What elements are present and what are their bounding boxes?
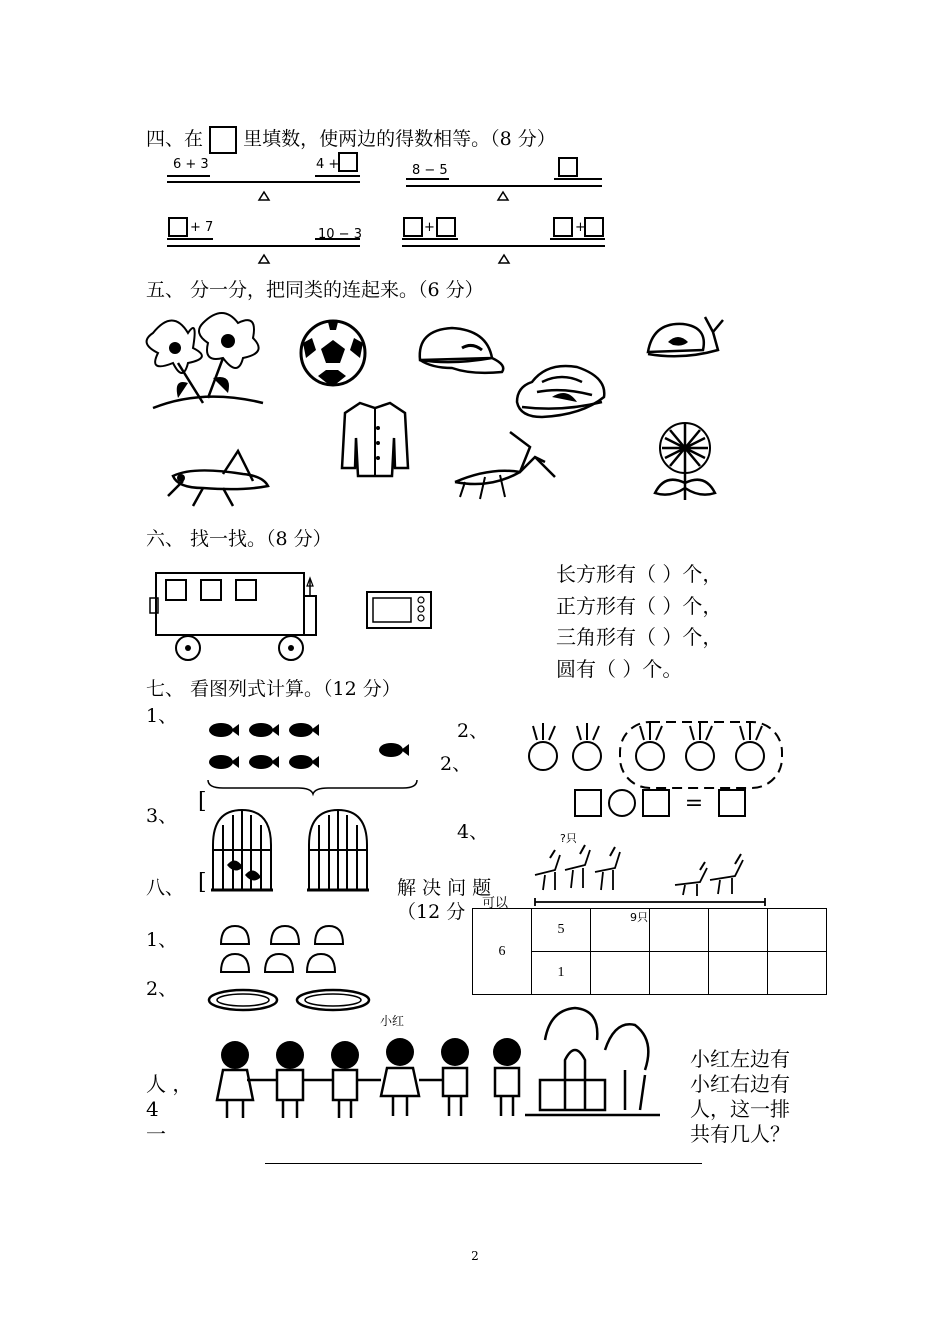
answer-line[interactable] (265, 1163, 702, 1164)
radish-group-icon (525, 718, 790, 793)
story-right-line-3: 人，这一排 (690, 1097, 790, 1121)
balance-4-box-a[interactable] (403, 217, 423, 237)
deer-unknown-label: ?只 (560, 832, 577, 845)
sec7-q3-bracket: [ (198, 789, 207, 814)
microwave-icon (365, 590, 435, 630)
sec7-q1-label: 1、 (146, 705, 178, 727)
snail-icon (643, 312, 728, 367)
balance-4-box-b[interactable] (436, 217, 456, 237)
balance-4-box-c[interactable] (553, 217, 573, 237)
sec8-title: 解 决 问 题 (397, 877, 492, 899)
equation-box-1[interactable] (574, 789, 602, 817)
sec6-title: 六、 找一找。（8 分） (146, 528, 332, 550)
story-left-line-3: 一 (146, 1122, 166, 1146)
balance-2-left: 8 − 5 (412, 163, 448, 178)
grid-cell[interactable] (591, 952, 650, 995)
sec7-q2-label: 2、 (457, 720, 489, 742)
xiaohong-label: 小红 (380, 1014, 405, 1028)
sec5-title: 五、 分一分，把同类的连起来。（6 分） (146, 279, 484, 301)
story-right-text (690, 1047, 790, 1147)
sec8-score: （12 分 (397, 901, 466, 923)
bus-icon (148, 568, 323, 663)
story-right-line-4: 共有几人？ (690, 1122, 790, 1146)
balance-4-box-d[interactable] (584, 217, 604, 237)
story-right-line-2: 小红右边有 (690, 1072, 790, 1096)
triangle-count-line: 三角形有（ ）个， (556, 625, 723, 649)
grid-cell[interactable] (591, 909, 650, 952)
deer-total-label: 9只 (630, 911, 648, 924)
balance-4-right: + (575, 220, 586, 235)
sec7-q3-label: 3、 (146, 805, 178, 827)
equation-template (574, 789, 746, 817)
grid-cell[interactable] (650, 952, 709, 995)
story-left-text (146, 1072, 192, 1147)
equation-box-2[interactable] (642, 789, 670, 817)
sec4-suffix: 里填数，使两边的得数相等。（8 分） (243, 128, 556, 150)
circle-count-line: 圆有（ ）个。 (556, 656, 683, 681)
cap-icon (412, 320, 507, 380)
equation-box-3[interactable] (718, 789, 746, 817)
children-row-icon (205, 1000, 675, 1130)
fish-group-icon (203, 712, 428, 792)
sec8-q1-label: 1、 (146, 929, 178, 951)
rect-count-line: 长方形有（ ）个， (556, 562, 723, 586)
sec4-prefix: 四、在 (146, 128, 204, 150)
sec8-prefix: 八、 (146, 877, 185, 899)
flower-icon (143, 303, 268, 413)
operator-circle[interactable] (608, 789, 636, 817)
page-number: 2 (471, 1249, 479, 1263)
jacket-icon (340, 398, 410, 478)
grid-cell[interactable] (709, 909, 768, 952)
balance-4-left: + (424, 220, 435, 235)
balance-3-left: + 7 (190, 220, 214, 235)
square-count-line: 正方形有（ ）个， (556, 593, 723, 618)
soccer-ball-icon (298, 318, 368, 388)
balance-1-box[interactable] (338, 152, 358, 172)
sec8-bracket: [ (198, 870, 207, 895)
sec7-q2-label-duplicate: 2、 (440, 753, 472, 775)
mantis-icon (450, 427, 560, 502)
chrysanthemum-icon (640, 418, 730, 503)
grasshopper-icon (163, 446, 273, 511)
shape-count-list (556, 559, 722, 685)
story-left-line-1: 人 ， (146, 1072, 193, 1096)
balance-1-left: 6 + 3 (173, 157, 209, 172)
answer-box[interactable] (209, 126, 237, 154)
balance-1-right: 4 + (316, 157, 340, 172)
story-right-line-1: 小红左边有 (690, 1047, 790, 1071)
number-grid-table (472, 908, 827, 995)
grid-cell[interactable] (768, 952, 827, 995)
grid-cell[interactable] (768, 909, 827, 952)
story-left-line-2: 4 (146, 1097, 159, 1121)
birdcage-icon (205, 805, 385, 895)
balance-3-box[interactable] (168, 217, 188, 237)
sec8-note: 可以 (482, 896, 509, 911)
peach-group-icon (213, 920, 353, 980)
balance-3-right: 10 − 3 (318, 227, 362, 242)
grid-cell[interactable] (709, 952, 768, 995)
sec4-title (146, 124, 556, 154)
sec7-q4-label: 4、 (457, 821, 489, 843)
equals-sign: = (684, 790, 704, 816)
grid-row-header: 6 (473, 909, 532, 995)
grid-cell-top: 5 (532, 909, 591, 952)
grid-cell-bottom: 1 (532, 952, 591, 995)
sec7-title: 七、 看图列式计算。（12 分） (146, 678, 401, 700)
shoe-icon (512, 357, 612, 422)
sec8-q2-label: 2、 (146, 978, 178, 1000)
balance-2-box[interactable] (558, 157, 578, 177)
grid-cell[interactable] (650, 909, 709, 952)
